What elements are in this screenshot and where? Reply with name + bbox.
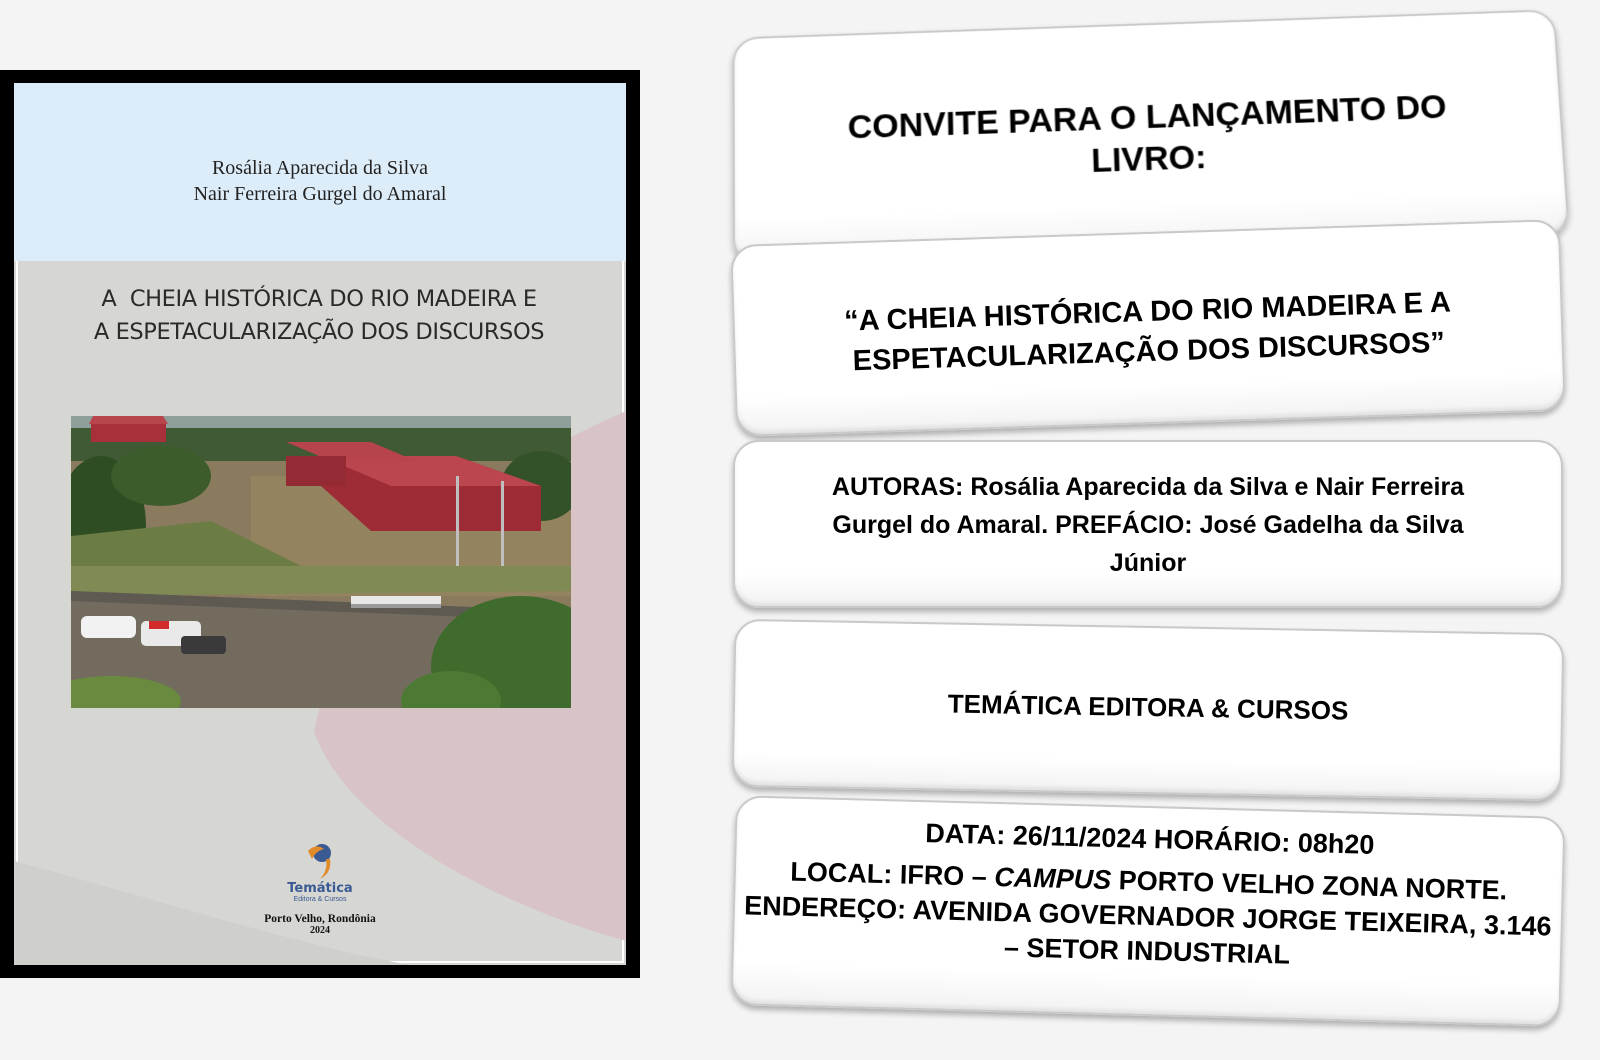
cover-title-line-2: A ESPETACULARIZAÇÃO DOS DISCURSOS: [93, 319, 545, 345]
publisher-logo-icon: [302, 841, 338, 881]
invite-authors: AUTORAS: Rosália Aparecida da Silva e Nair Ferreira Gurgel do Amaral. PREFÁCIO: José Gadelha da Silva Júnior: [831, 473, 1465, 577]
cover-authors: [14, 155, 626, 207]
invite-book-title: “A CHEIA HISTÓRICA DO RIO MADEIRA E A ESPETACULARIZAÇÃO DOS DISCURSOS”: [843, 286, 1452, 378]
flood-photo: [71, 416, 571, 708]
publisher-block: [14, 841, 626, 936]
publisher-subtitle: Editora & Cursos: [293, 896, 347, 903]
event-details-panel: [730, 795, 1565, 1027]
invite-publisher: TEMÁTICA EDITORA & CURSOS: [947, 688, 1349, 726]
cover-author-2: Nair Ferreira Gurgel do Amaral: [193, 183, 447, 205]
event-date-time: DATA: 26/11/2024 HORÁRIO: 08h20: [924, 818, 1375, 860]
event-location-address: PORTO VELHO ZONA NORTE. ENDEREÇO: AVENIDA GOVERNADOR JORGE TEIXEIRA, 3.146 – SETOR INDUSTRIAL: [743, 865, 1552, 970]
invite-heading: CONVITE PARA O LANÇAMENTO DO LIVRO:: [847, 87, 1448, 181]
event-location-campus: CAMPUS: [993, 861, 1112, 896]
publisher-panel: [732, 619, 1565, 801]
book-cover: [0, 70, 640, 978]
event-location-prefix: LOCAL: IFRO –: [789, 856, 995, 892]
publication-year: 2024: [310, 925, 330, 936]
authors-panel: [733, 440, 1563, 608]
book-title-panel: [730, 219, 1566, 437]
cover-author-1: Rosália Aparecida da Silva: [211, 157, 429, 179]
publisher-name: Temática: [287, 881, 353, 896]
publication-city: Porto Velho, Rondônia: [264, 913, 376, 925]
cover-title: [44, 283, 594, 349]
event-location: [734, 853, 1562, 980]
cover-page: [14, 83, 626, 965]
cover-title-line-1: A CHEIA HISTÓRICA DO RIO MADEIRA E: [101, 286, 537, 312]
